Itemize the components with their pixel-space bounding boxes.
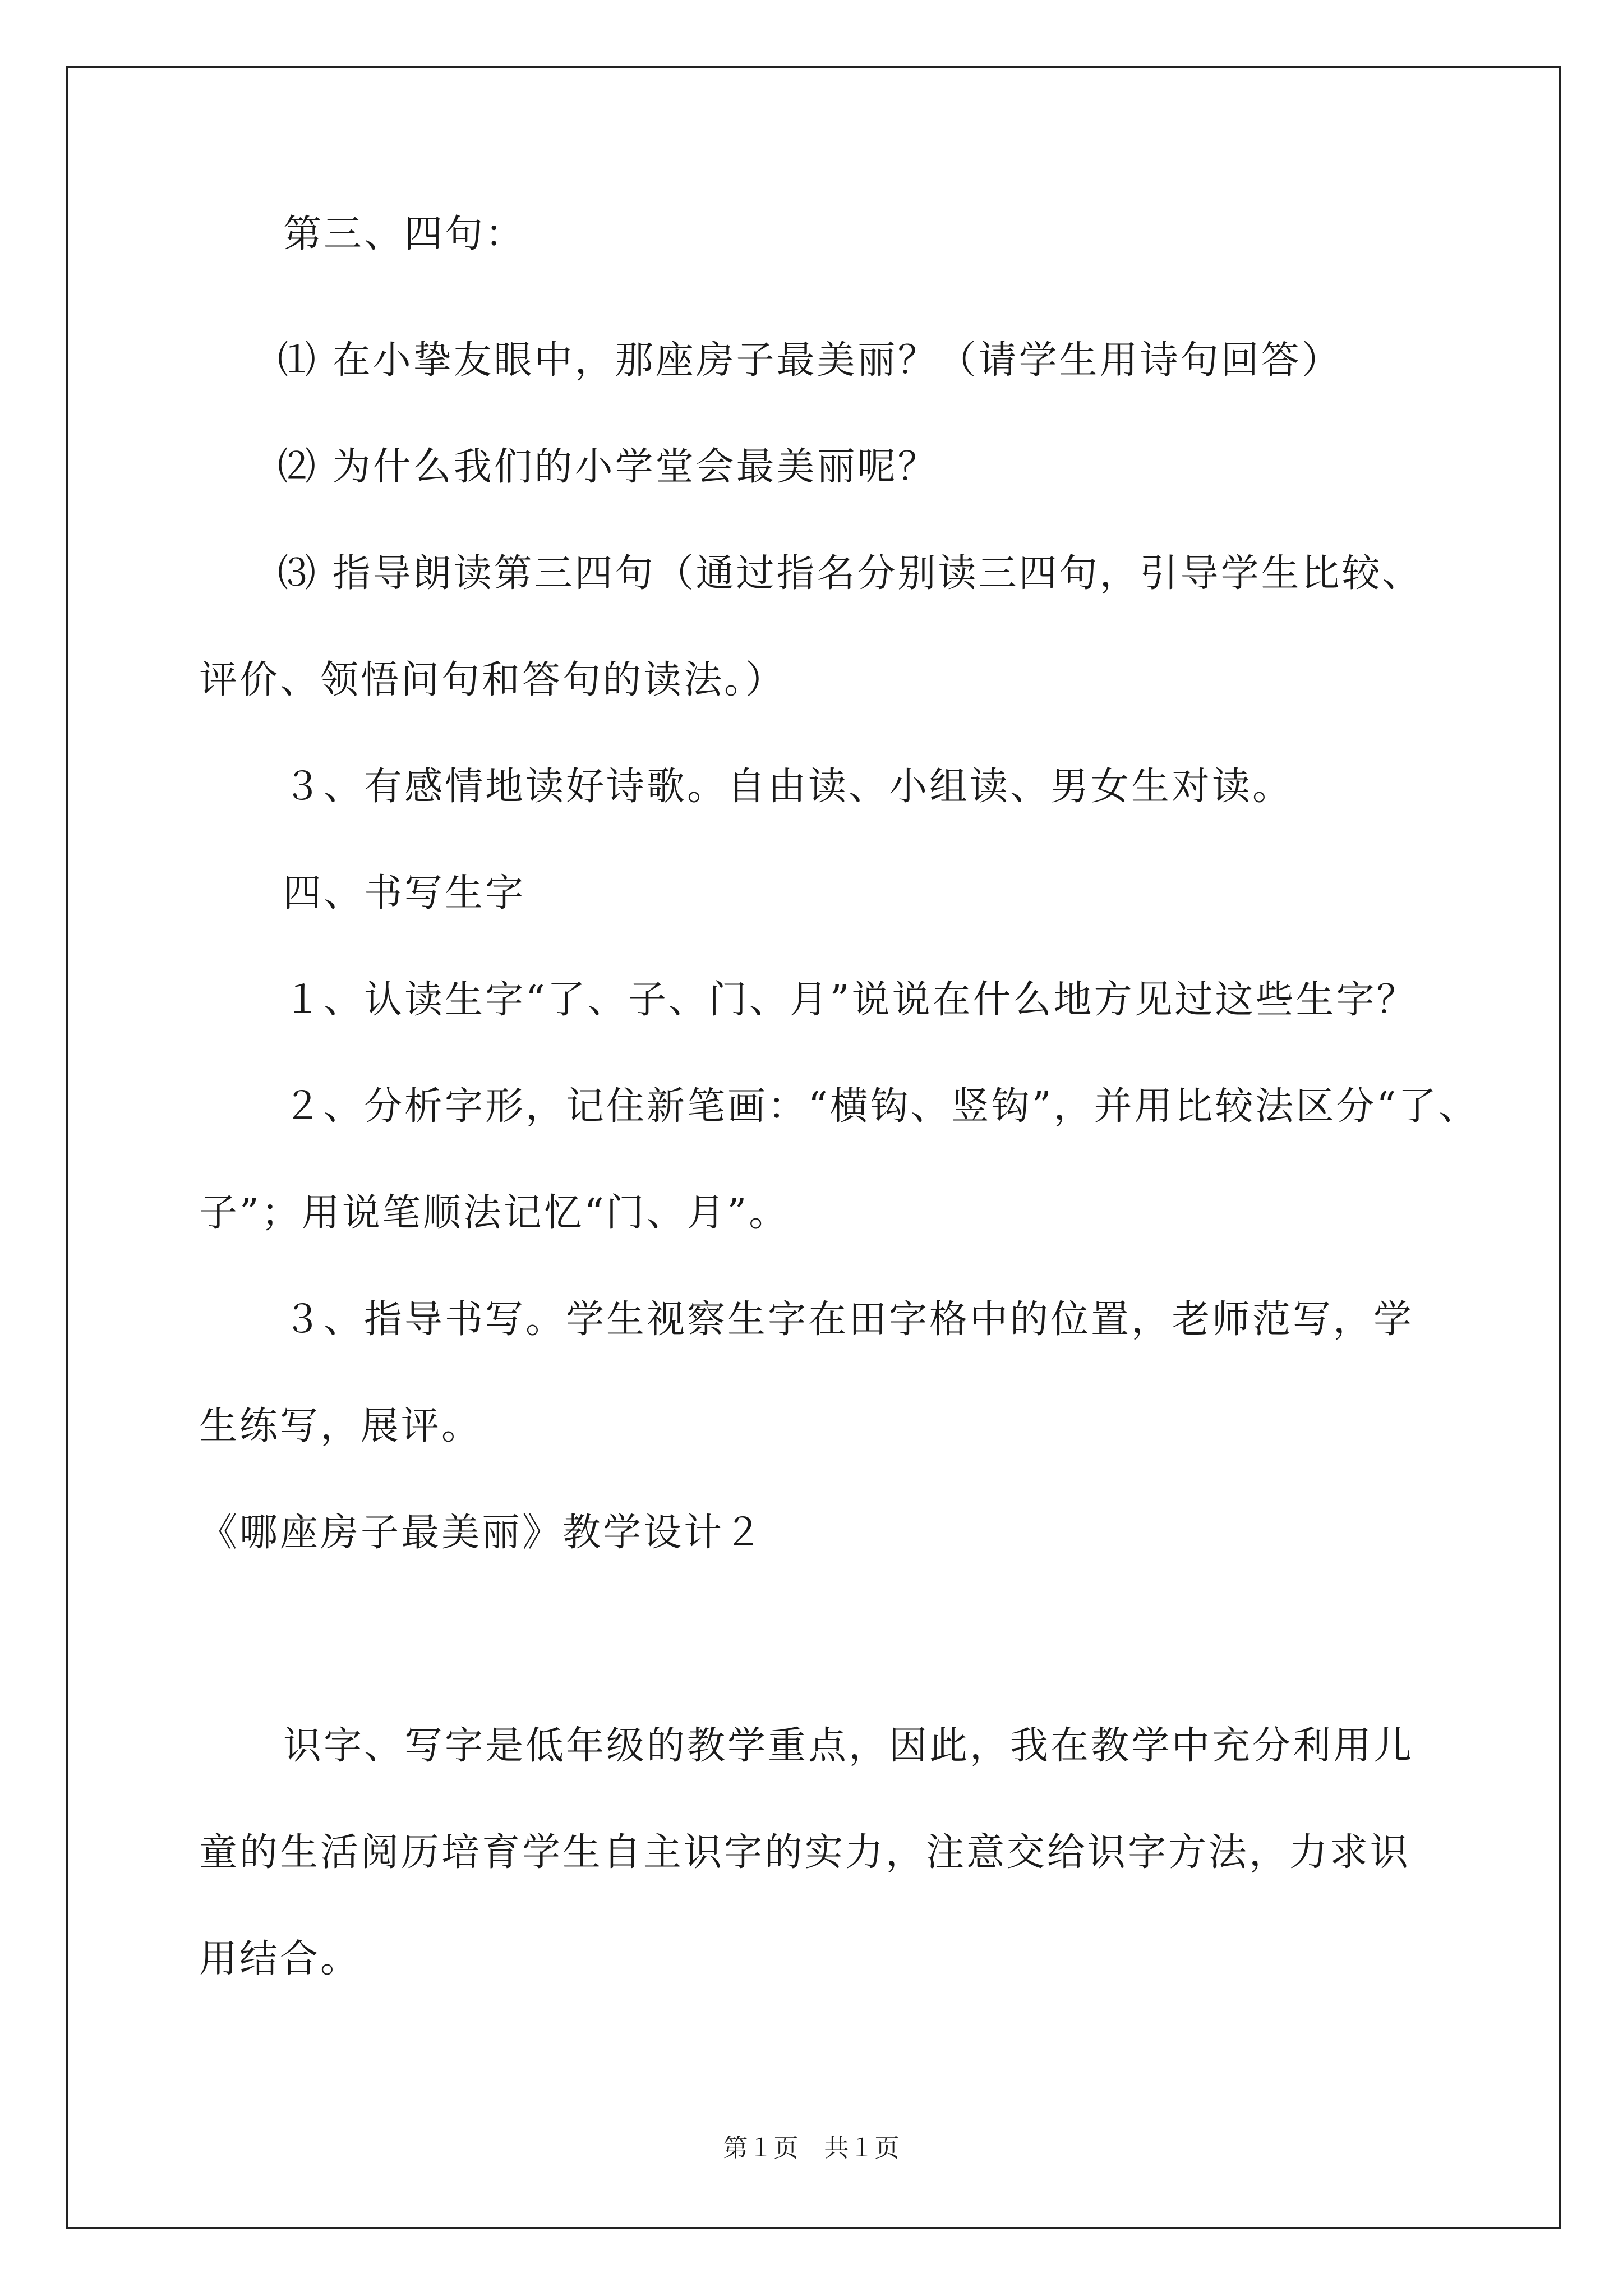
- question-2: ⑵ 为什么我们的小学堂会最美丽呢？: [278, 445, 938, 489]
- design-2-title: 《哪座房子最美丽》教学设计２: [199, 1511, 765, 1555]
- paragraph-line-1: 识字、写字是低年级的教学重点，因此，我在教学中充分利用儿: [283, 1724, 1414, 1768]
- step-3-writing: ３、指导书写。学生视察生字在田字格中的位置，老师范写，学: [283, 1297, 1414, 1342]
- question-3-continued: 评价、领悟问句和答句的读法。）: [199, 658, 786, 702]
- question-1: ⑴ 在小挚友眼中，那座房子最美丽？（请学生用诗句回答）: [278, 338, 1342, 383]
- step-1-recognize: １、认读生字“了、子、门、月”说说在什么地方见过这些生字？: [283, 978, 1417, 1022]
- section-four-heading: 四、书写生字: [283, 871, 526, 915]
- step-2-continued: 子”；用说笔顺法记忆“门、月”。: [199, 1191, 790, 1235]
- step-2-analyze: ２、分析字形，记住新笔画：“横钩、竖钩”，并用比较法区分“了、: [283, 1084, 1479, 1129]
- question-3: ⑶ 指导朗读第三四句（通过指名分别读三四句，引导学生比较、: [278, 551, 1423, 596]
- step-3-continued: 生练写，展评。: [199, 1404, 482, 1448]
- heading-third-fourth-lines: 第三、四句：: [283, 212, 526, 256]
- paragraph-line-2: 童的生活阅历培育学生自主识字的实力，注意交给识字方法，力求识: [199, 1830, 1411, 1875]
- page-number-footer: 第１页 共１页: [723, 2134, 900, 2162]
- paragraph-line-3: 用结合。: [199, 1937, 361, 1981]
- step-3-read-poem: ３、有感情地读好诗歌。自由读、小组读、男女生对读。: [283, 765, 1293, 809]
- page-border: [66, 66, 1561, 2229]
